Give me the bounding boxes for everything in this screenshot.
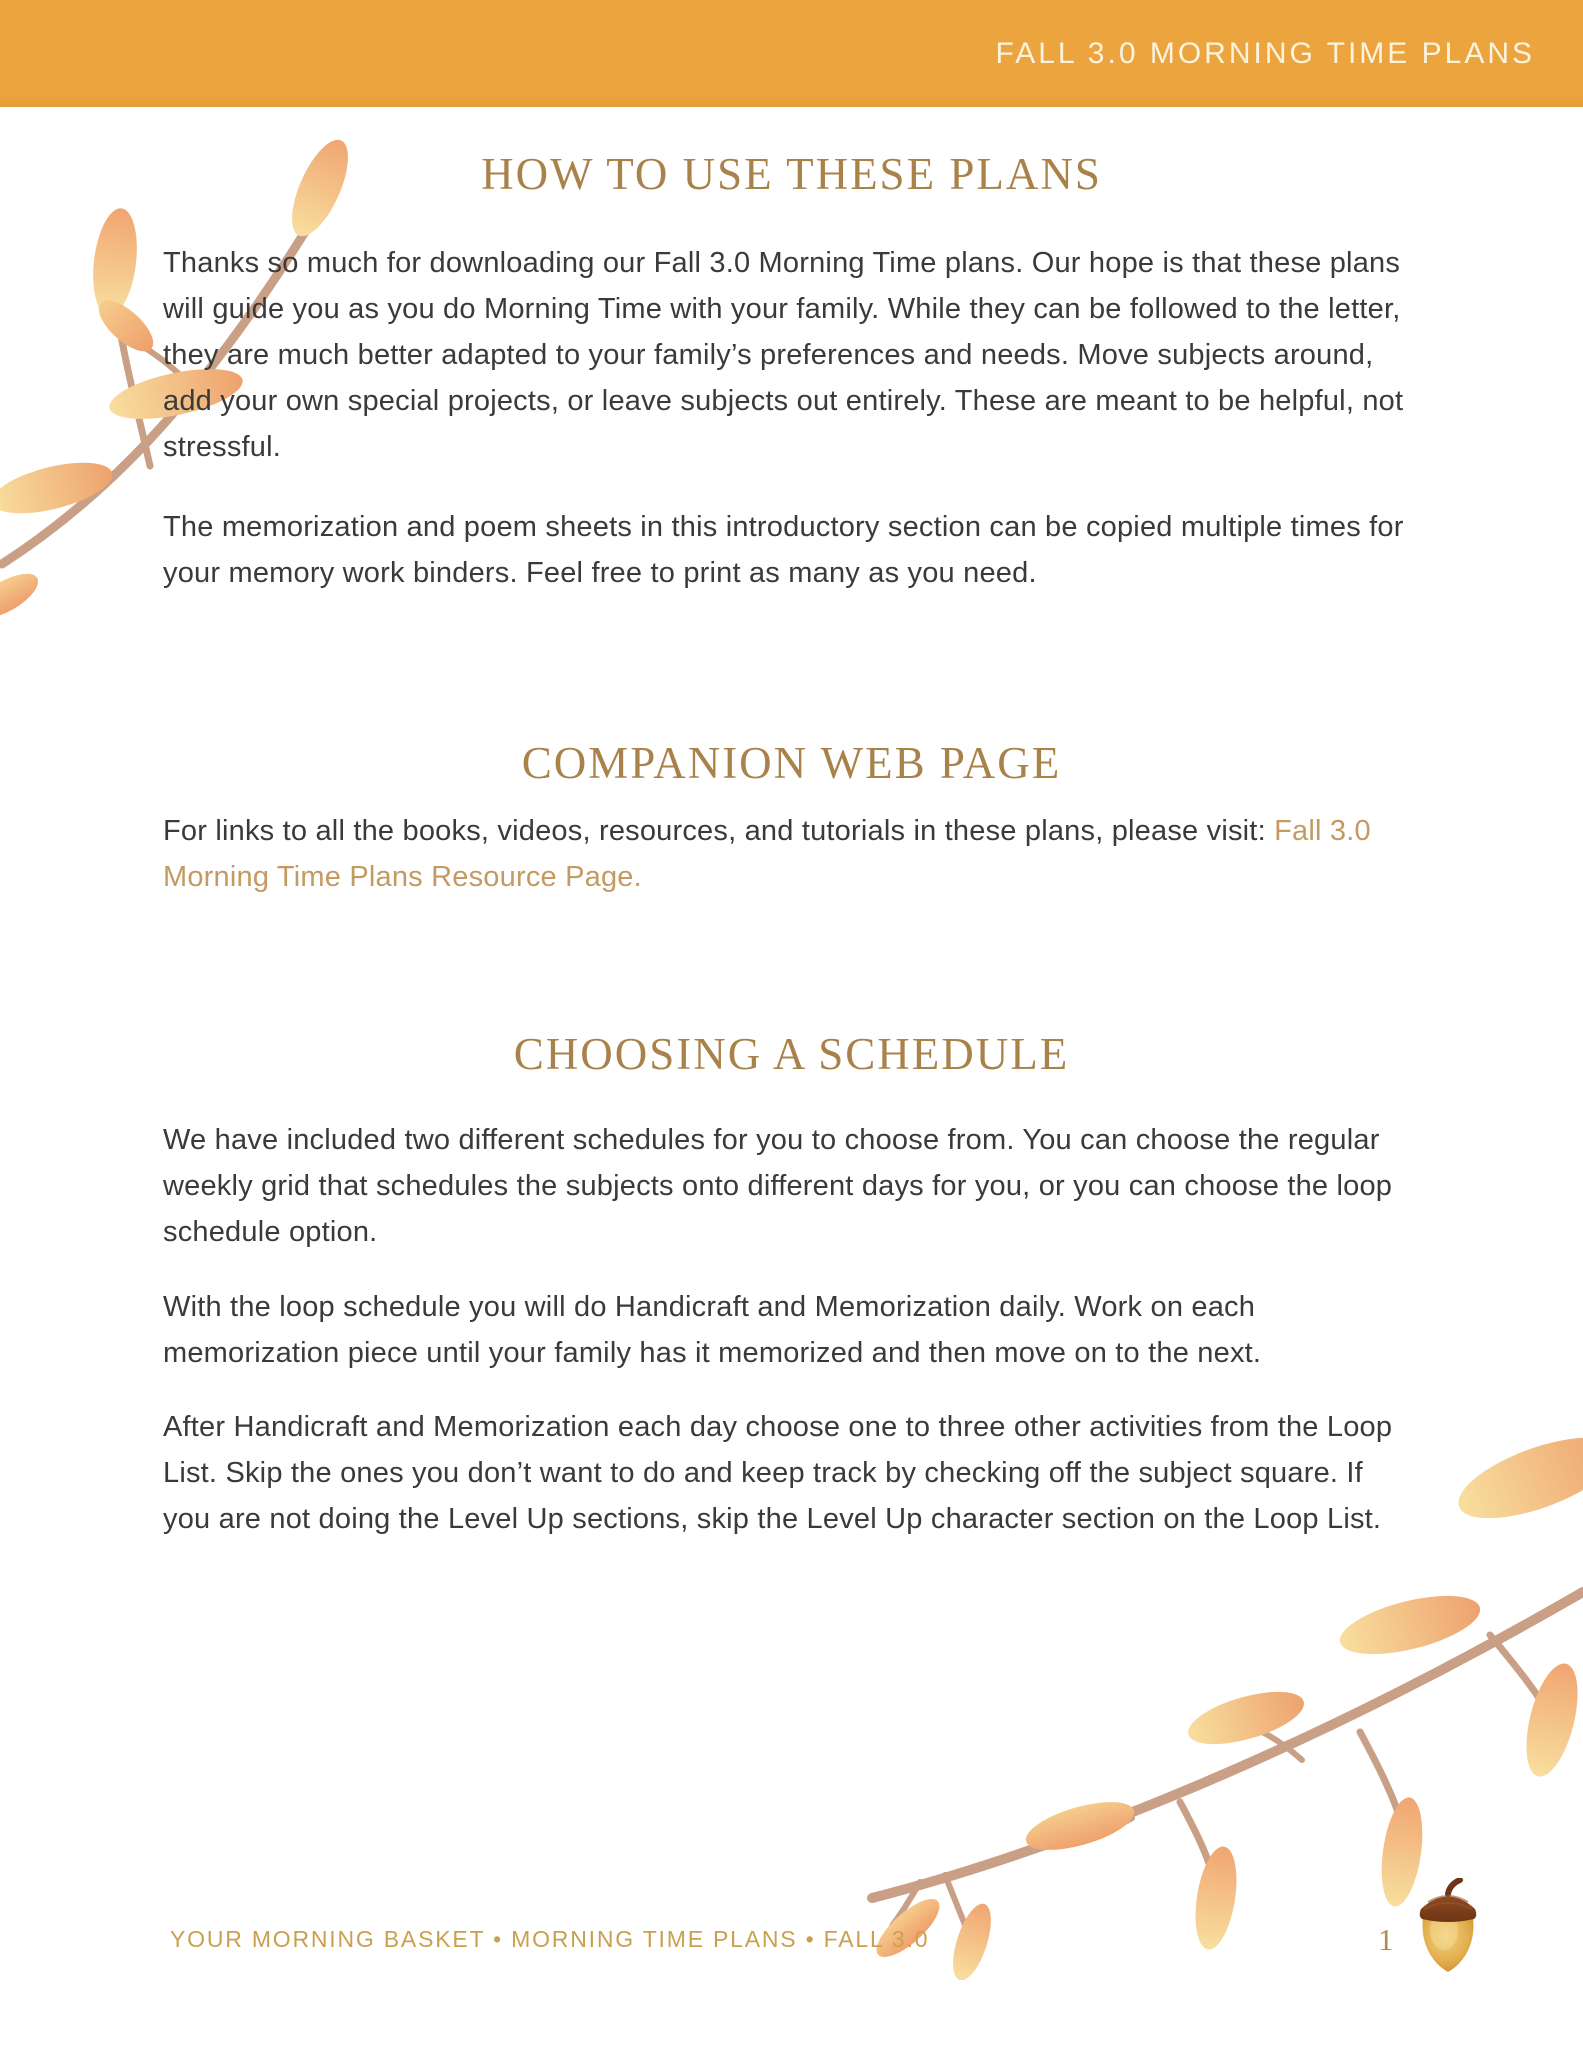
footer-breadcrumb: YOUR MORNING BASKET • MORNING TIME PLANS • FALL 3.0 [170,1926,930,1952]
section-heading-companion-web-page: COMPANION WEB PAGE [521,738,1062,788]
header-bar [0,0,1583,107]
paragraph-schedule-3: After Handicraft and Memorization each day choose one to three other activities from the Loop List. Skip the ones you don’t want to do and keep track by checking off the subject square. If you are not doing the Level Up sections, skip the Level Up character section on the Loop List. [163,1411,1393,1535]
acorn-icon [1408,1878,1488,1978]
section-heading-choosing-schedule: CHOOSING A SCHEDULE [513,1029,1070,1079]
paragraph-intro-1: Thanks so much for downloading our Fall 3.0 Morning Time plans. Our hope is that these plans will guide you as you do Morning Time with your family. While they can be followed to the letter, they are much better adapted to your family’s preferences and needs. Move subjects around, add your own special projects, or leave subjects out entirely. These are meant to be helpful, not stressful. [163,247,1404,463]
paragraph-companion [163,808,1413,900]
page-number: 1 [1378,1922,1394,1957]
paragraph-schedule-1: We have included two different schedules for you to choose from. You can choose the regular weekly grid that schedules the subjects onto different days for you, or you can choose the loop schedule option. [163,1124,1393,1248]
paragraph-schedule-2: With the loop schedule you will do Handicraft and Memorization daily. Work on each memorization piece until your family has it memorized and then move on to the next. [163,1291,1262,1369]
section-heading-how-to-use: HOW TO USE THESE PLANS [481,149,1102,199]
companion-intro-text: For links to all the books, videos, resources, and tutorials in these plans, please visit: [163,815,1275,847]
resource-page-link[interactable]: Fall 3.0 Morning Time Plans Resource Page. [163,815,1371,893]
header-title: FALL 3.0 MORNING TIME PLANS [995,37,1535,70]
paragraph-intro-2: The memorization and poem sheets in this introductory section can be copied multiple times for your memory work binders. Feel free to print as many as you need. [163,511,1404,589]
